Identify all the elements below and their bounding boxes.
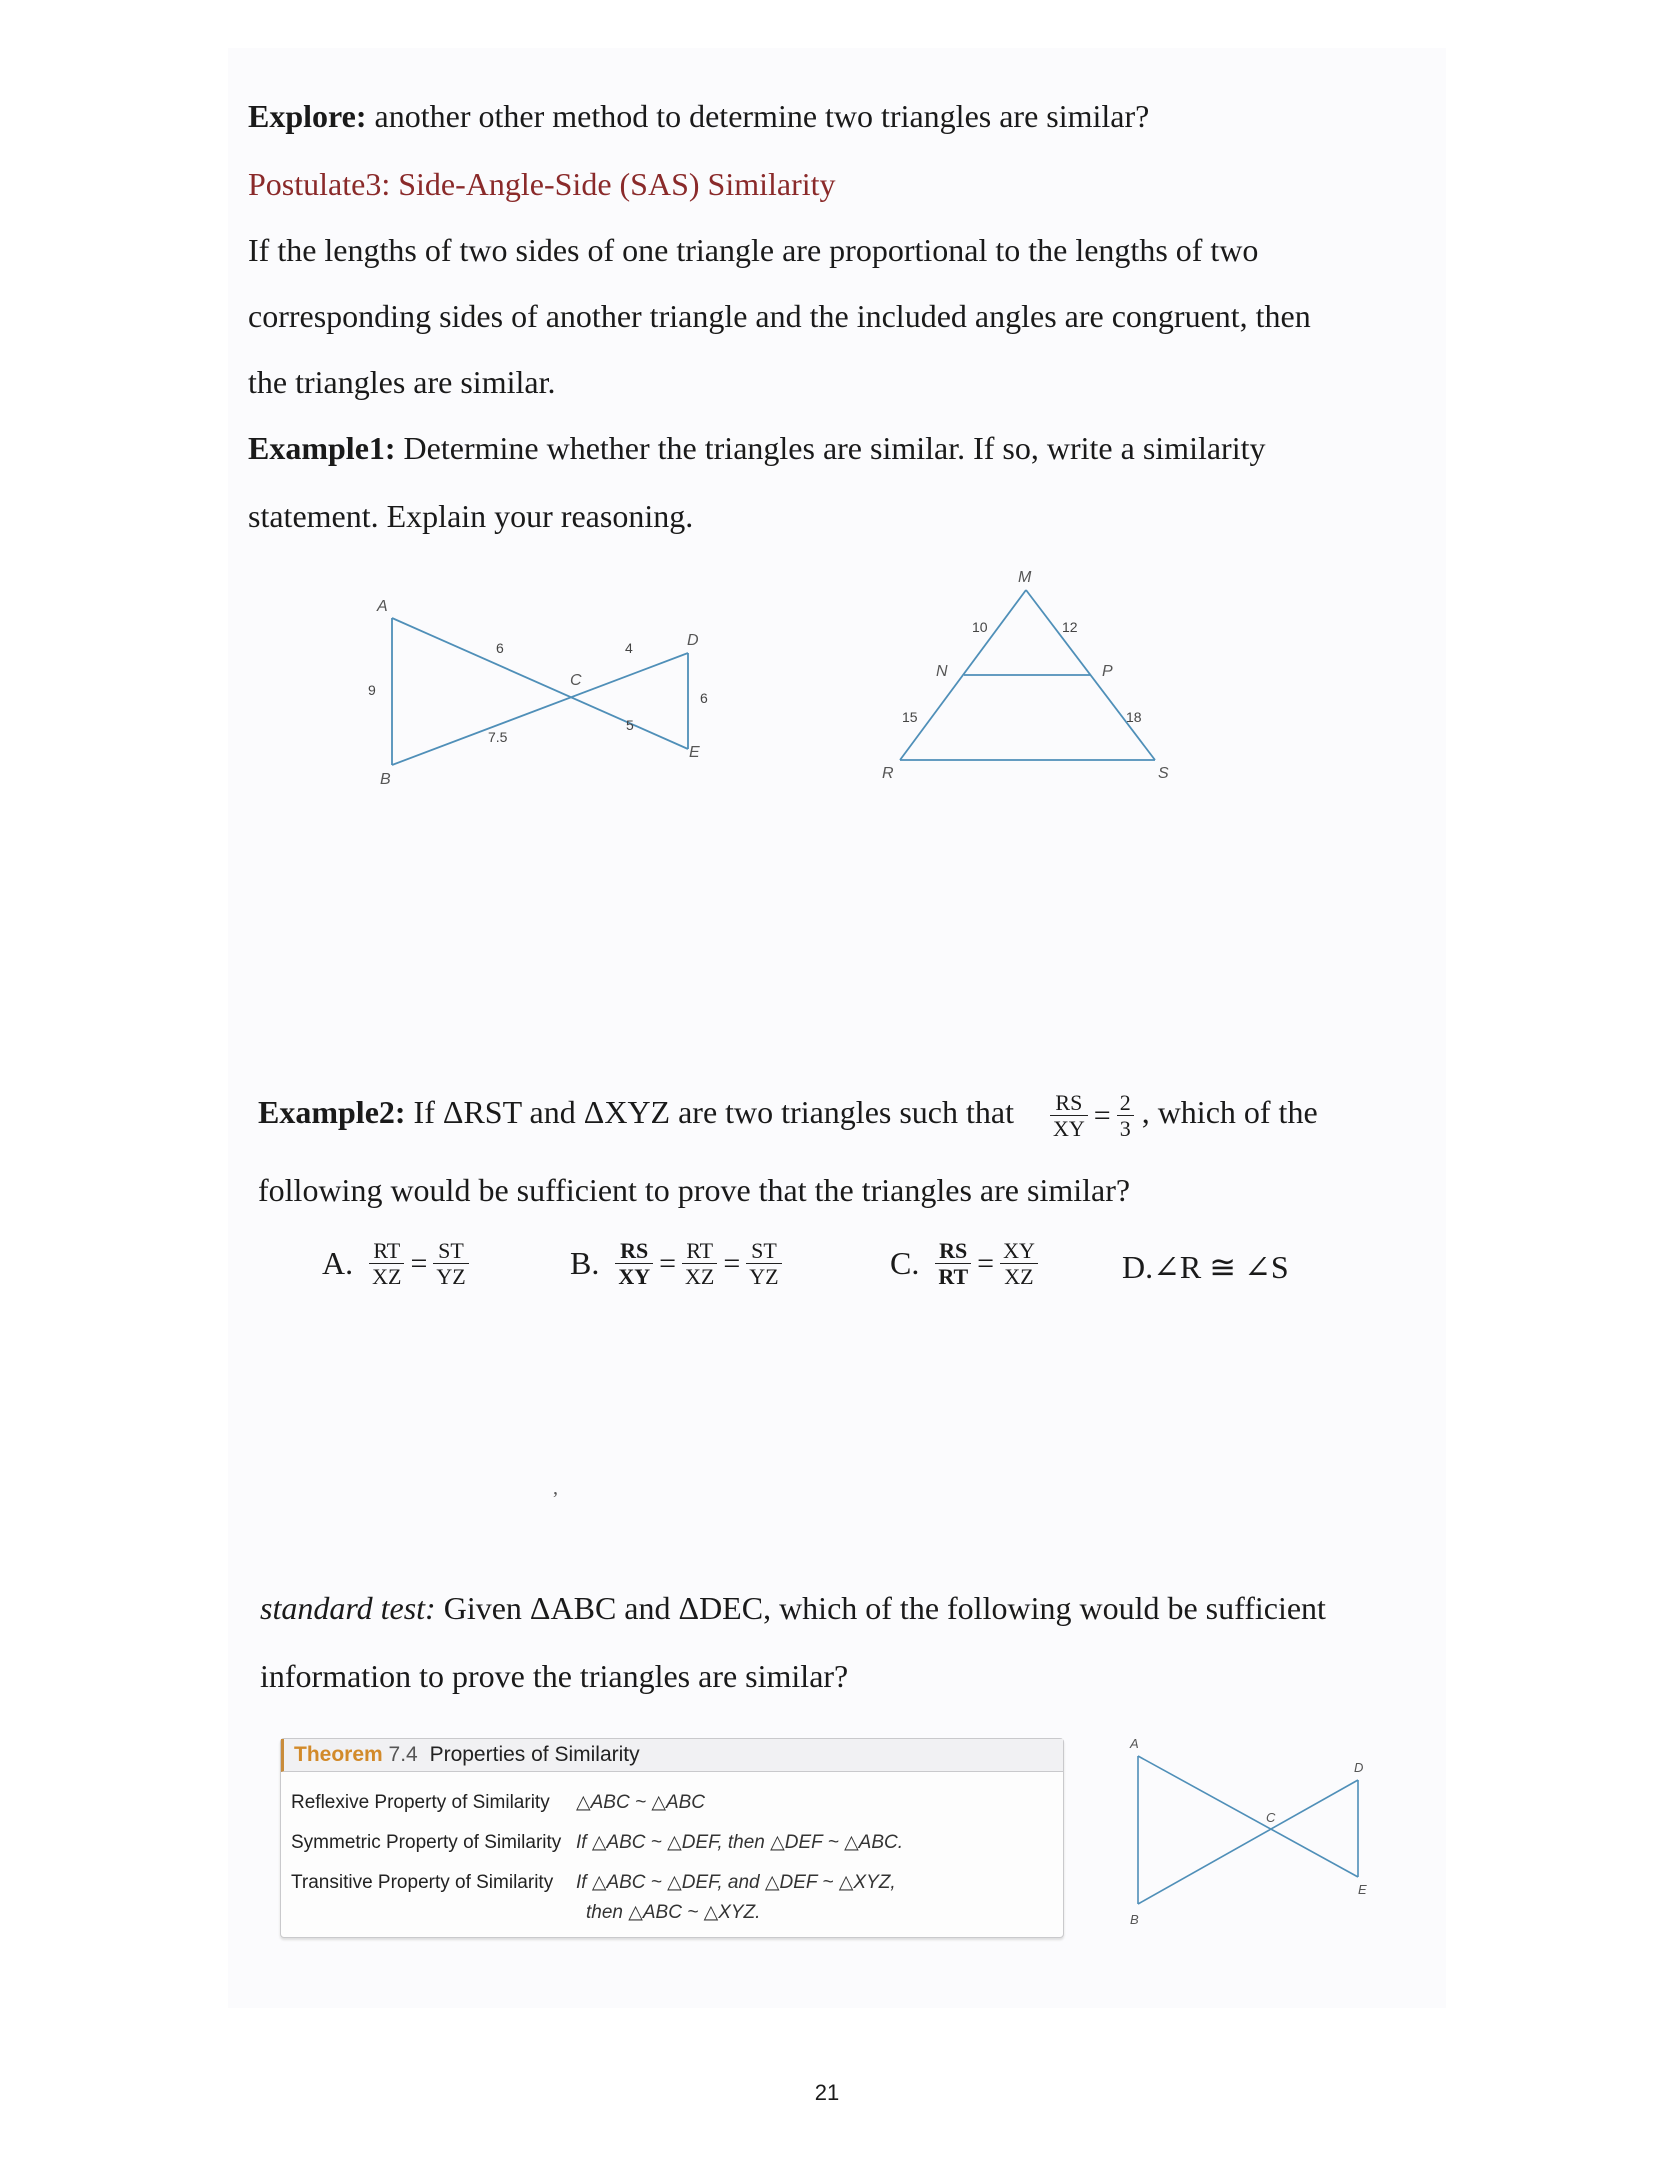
explore-line — [248, 98, 1149, 135]
postulate-line-1: If the lengths of two sides of one triangle are proportional to the lengths of two — [248, 232, 1259, 268]
choice-c[interactable] — [890, 1238, 1038, 1290]
theorem-row-statement-continued: then △ABC ~ △XYZ. — [586, 1902, 761, 1923]
length-ps: 18 — [1126, 709, 1142, 725]
length-mp: 12 — [1062, 619, 1078, 635]
choice-b-frac-1-num: RS — [615, 1238, 653, 1264]
choice-a-frac-1 — [369, 1238, 404, 1290]
choice-b-frac-2 — [682, 1238, 717, 1290]
standard-test-line-1 — [260, 1590, 1326, 1627]
segment-bd — [1138, 1780, 1358, 1904]
label-e: E — [689, 744, 700, 761]
page-number: 21 — [814, 2080, 840, 2105]
length-cd: 4 — [625, 640, 633, 656]
theorem-row-reflexive — [291, 1791, 705, 1814]
choice-b-label: B. — [570, 1245, 600, 1282]
theorem-number: 7.4 — [388, 1743, 418, 1766]
choice-a-label: A. — [322, 1245, 354, 1282]
choice-c-eq: = — [977, 1246, 995, 1280]
explore-label: Explore: — [248, 98, 367, 134]
choice-b-frac-1 — [615, 1238, 653, 1290]
label-c: C — [1266, 1810, 1276, 1825]
label-m: M — [1018, 569, 1032, 586]
postulate-line-3: the triangles are similar. — [248, 364, 556, 400]
standard-test-label: standard test: — [260, 1590, 436, 1626]
theorem-row-name: Reflexive Property of Similarity — [291, 1792, 550, 1813]
figure-bowtie-small — [1110, 1732, 1380, 1932]
choice-a-eq: = — [410, 1246, 428, 1280]
choice-b-frac-1-den: XY — [618, 1264, 651, 1290]
label-r: R — [882, 765, 894, 782]
example2-text: If ΔRST and ΔXYZ are two triangles such that — [405, 1094, 1014, 1131]
label-e: E — [1358, 1882, 1367, 1897]
example2-eq: = — [1093, 1098, 1111, 1132]
choice-b-eq-2: = — [723, 1246, 741, 1280]
example1-label: Example1: — [248, 430, 396, 466]
length-nr: 15 — [902, 709, 918, 725]
choice-c-frac-1 — [935, 1238, 971, 1290]
label-d: D — [1354, 1760, 1364, 1775]
example2-comma: , — [1141, 1094, 1150, 1131]
label-c: C — [570, 672, 582, 689]
figure-triangle-mnprs — [870, 560, 1190, 795]
label-b: B — [1130, 1912, 1139, 1927]
theorem-header — [281, 1739, 1063, 1772]
length-ab: 9 — [368, 682, 376, 698]
choice-a-frac-1-num: RT — [369, 1238, 404, 1264]
choice-c-label: C. — [890, 1245, 920, 1282]
choice-b-frac-2-den: XZ — [685, 1264, 715, 1290]
example2-value-num: 2 — [1117, 1090, 1134, 1116]
example2-line-1 — [258, 1090, 1318, 1142]
length-ce: 5 — [626, 717, 634, 733]
segment-bd — [392, 653, 688, 765]
example2-ratio-num: RS — [1050, 1090, 1088, 1116]
figure-bowtie-abcde — [350, 585, 730, 795]
example2-line-2: following would be sufficient to prove that the triangles are similar? — [258, 1172, 1131, 1208]
choice-c-frac-2-den: XZ — [1004, 1264, 1034, 1290]
choice-c-frac-1-den: RT — [938, 1264, 969, 1290]
stray-mark: ’ — [552, 1488, 559, 1510]
standard-test-text: Given ΔABC and ΔDEC, which of the following would be sufficient — [435, 1590, 1326, 1626]
label-d: D — [687, 632, 699, 649]
theorem-row-statement: △ABC ~ △ABC — [576, 1792, 706, 1813]
segment-ae — [1138, 1756, 1358, 1877]
choice-b[interactable] — [570, 1238, 782, 1290]
choice-b-frac-3-num: ST — [746, 1238, 781, 1264]
choice-b-frac-2-num: RT — [682, 1238, 717, 1264]
example2-ratio — [1050, 1090, 1088, 1142]
example2-label: Example2: — [258, 1094, 406, 1131]
choice-c-frac-1-num: RS — [935, 1238, 971, 1264]
choice-d[interactable] — [1122, 1248, 1289, 1286]
label-b: B — [380, 771, 391, 788]
length-bc: 7.5 — [488, 729, 508, 745]
segment-ae — [392, 618, 688, 749]
theorem-row-statement: If △ABC ~ △DEF, and △DEF ~ △XYZ, — [576, 1872, 896, 1893]
theorem-row-transitive — [291, 1871, 896, 1894]
choice-a-frac-2-den: YZ — [436, 1264, 466, 1290]
example2-value — [1117, 1090, 1134, 1142]
theorem-word: Theorem — [294, 1743, 383, 1766]
postulate-title: Postulate3: Side-Angle-Side (SAS) Similarity — [248, 166, 836, 202]
choice-c-frac-2 — [1000, 1238, 1038, 1290]
standard-test-line-2: information to prove the triangles are similar? — [260, 1658, 849, 1694]
page-sheet — [228, 48, 1446, 2008]
example1-line-2: statement. Explain your reasoning. — [248, 498, 694, 534]
label-a: A — [1130, 1736, 1139, 1751]
theorem-row-symmetric — [291, 1831, 903, 1854]
label-s: S — [1158, 765, 1169, 782]
choice-b-eq-1: = — [659, 1246, 677, 1280]
choice-d-text: D.∠R ≅ ∠S — [1122, 1249, 1289, 1285]
theorem-box — [280, 1738, 1064, 1938]
example1-line-1 — [248, 430, 1265, 467]
example1-text: Determine whether the triangles are similar. If so, write a similarity — [395, 430, 1266, 466]
label-n: N — [936, 663, 948, 680]
theorem-row-name: Transitive Property of Similarity — [291, 1872, 554, 1893]
example2-tail: which of the — [1157, 1094, 1318, 1131]
theorem-title: Properties of Similarity — [429, 1743, 640, 1766]
choice-a-frac-1-den: XZ — [372, 1264, 402, 1290]
theorem-row-transitive-continued — [586, 1901, 760, 1924]
theorem-row-statement: If △ABC ~ △DEF, then △DEF ~ △ABC. — [576, 1832, 904, 1853]
choice-a-frac-2 — [433, 1238, 468, 1290]
length-ac: 6 — [496, 640, 504, 656]
theorem-row-name: Symmetric Property of Similarity — [291, 1832, 562, 1853]
label-a: A — [377, 598, 388, 615]
choice-b-frac-3 — [746, 1238, 781, 1290]
explore-text: another other method to determine two triangles are similar? — [366, 98, 1150, 134]
label-p: P — [1102, 663, 1113, 680]
choice-c-frac-2-num: XY — [1000, 1238, 1038, 1264]
choice-a-frac-2-num: ST — [433, 1238, 468, 1264]
length-de: 6 — [700, 690, 708, 706]
example2-value-den: 3 — [1119, 1116, 1131, 1142]
example2-ratio-den: XY — [1052, 1116, 1085, 1142]
choice-b-frac-3-den: YZ — [749, 1264, 779, 1290]
length-mn: 10 — [972, 619, 988, 635]
choice-a[interactable] — [322, 1238, 469, 1290]
postulate-line-2: corresponding sides of another triangle and the included angles are congruent, then — [248, 298, 1311, 334]
